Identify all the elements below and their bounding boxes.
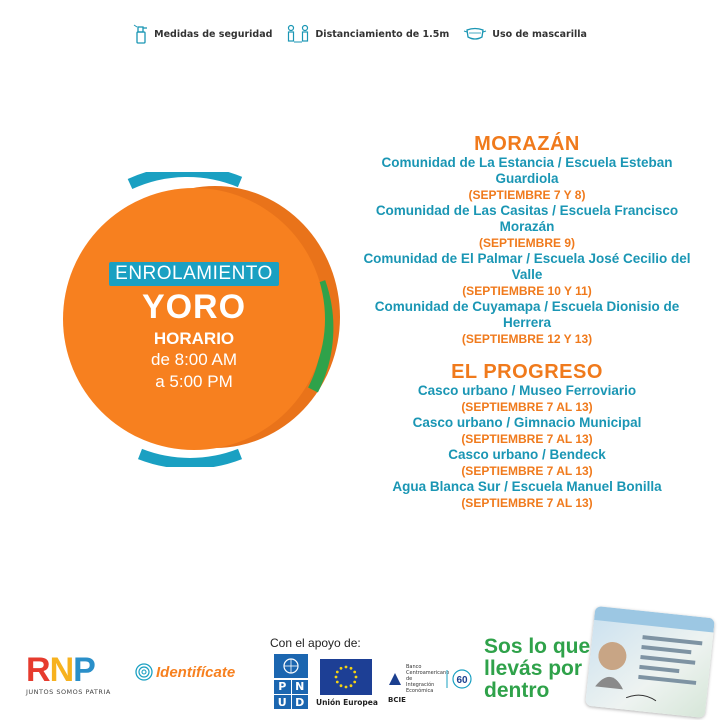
fingerprint-icon xyxy=(134,662,154,682)
location-item: Comunidad de El Palmar / Escuela José Cecilio del Valle xyxy=(363,251,691,282)
safety-label-distanciamiento: Distanciamiento de 1.5m xyxy=(315,28,450,40)
location-item: Comunidad de Cuyamapa / Escuela Dionisio de Herrera xyxy=(374,299,680,330)
slogan-line1: Sos lo que xyxy=(484,635,591,658)
pnud-letter: D xyxy=(292,695,309,709)
badge-content xyxy=(63,262,325,393)
rnp-logo xyxy=(26,652,121,702)
pnud-letter: U xyxy=(274,695,291,709)
enrolamiento-badge xyxy=(58,172,338,467)
badge-hours-line2: a 5:00 PM xyxy=(155,372,233,391)
distancing-people-icon xyxy=(286,24,310,44)
location-item: Casco urbano / Museo Ferroviario xyxy=(417,383,637,398)
safety-item-mascarilla xyxy=(463,26,587,42)
id-card-image xyxy=(585,606,715,718)
date-item: (SEPTIEMBRE 10 Y 11) xyxy=(462,284,592,298)
location-item: Agua Blanca Sur / Escuela Manuel Bonilla xyxy=(392,479,662,494)
location-item: Comunidad de La Estancia / Escuela Esteban Guardiola xyxy=(381,155,673,186)
pnud-letter: P xyxy=(274,680,291,694)
bcie-description: Banco Centroamericano de Integración Económica xyxy=(406,664,450,694)
date-item: (SEPTIEMBRE 7 AL 13) xyxy=(461,496,593,510)
location-item: Casco urbano / Gimnacio Municipal xyxy=(412,415,642,430)
date-item: (SEPTIEMBRE 7 AL 13) xyxy=(461,432,593,446)
svg-text:60: 60 xyxy=(456,675,468,686)
slogan-line2: llevás por xyxy=(484,657,583,680)
badge-hours-line1: de 8:00 AM xyxy=(150,350,237,369)
safety-label-mascarilla: Uso de mascarilla xyxy=(492,28,587,40)
un-globe-icon xyxy=(274,654,308,678)
anniversary-60-icon xyxy=(446,668,474,690)
identificate-logo xyxy=(134,662,235,682)
region-title-morazan: MORAZÁN xyxy=(474,133,580,155)
bcie-logo xyxy=(388,664,474,704)
face-mask-icon xyxy=(463,26,487,42)
date-item: (SEPTIEMBRE 7 AL 13) xyxy=(461,400,593,414)
slogan-line3: dentro xyxy=(484,679,550,702)
rnp-logo-letters: RNP xyxy=(26,651,95,689)
pnud-logo xyxy=(274,654,308,710)
safety-label-seguridad: Medidas de seguridad xyxy=(154,28,273,40)
pnud-letter: N xyxy=(292,680,309,694)
safety-item-distanciamiento xyxy=(286,24,449,44)
bcie-emblem-icon xyxy=(388,672,402,686)
safety-bar xyxy=(0,24,720,44)
slogan xyxy=(484,636,590,702)
badge-title: ENROLAMIENTO xyxy=(109,262,279,286)
footer-logos xyxy=(0,600,720,720)
region-title-el-progreso: EL PROGRESO xyxy=(451,361,603,383)
identificate-text: Identifícate xyxy=(156,663,236,681)
rnp-tagline: JUNTOS SOMOS PATRIA xyxy=(26,688,111,696)
date-item: (SEPTIEMBRE 12 Y 13) xyxy=(461,332,593,346)
eu-flag-icon xyxy=(320,659,372,695)
date-item: (SEPTIEMBRE 7 AL 13) xyxy=(461,464,593,478)
safety-item-seguridad xyxy=(133,24,272,44)
apoyo-label: Con el apoyo de: xyxy=(270,636,361,650)
date-item: (SEPTIEMBRE 7 Y 8) xyxy=(468,188,586,202)
date-item: (SEPTIEMBRE 9) xyxy=(478,236,575,250)
schedule-list xyxy=(362,133,692,511)
location-item: Comunidad de Las Casitas / Escuela Francisco Morazán xyxy=(375,203,679,234)
bcie-label: BCIE xyxy=(388,696,406,704)
badge-horario-label: HORARIO xyxy=(153,329,235,348)
spray-bottle-icon xyxy=(133,24,149,44)
location-item: Casco urbano / Bendeck xyxy=(448,447,606,462)
eu-label: Unión Europea xyxy=(316,698,378,707)
badge-place: YORO xyxy=(141,288,247,326)
